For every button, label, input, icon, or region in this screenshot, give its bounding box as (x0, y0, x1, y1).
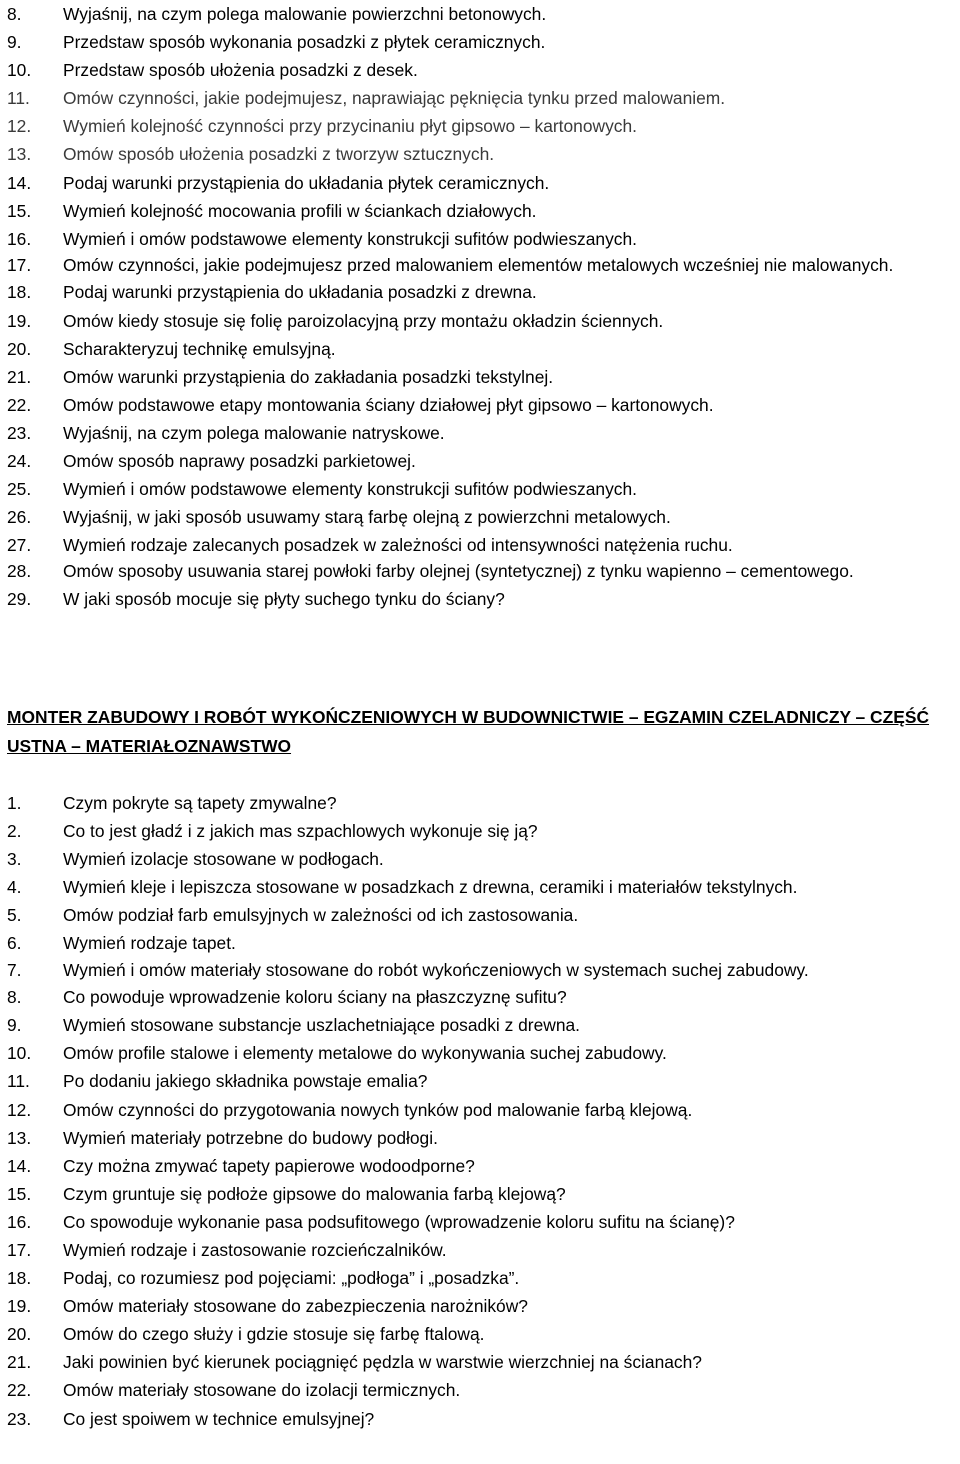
item-number: 16. (7, 228, 32, 249)
item-number: 23. (7, 1408, 32, 1429)
list-item (7, 901, 957, 929)
list-item (7, 585, 957, 613)
item-text: Wymień kleje i lepiszcza stosowane w posadzkach z drewna, ceramiki i materiałów tekstylnych. (63, 877, 798, 898)
item-number: 22. (7, 1380, 32, 1401)
item-text: Wymień stosowane substancje uszlachetniające posadki z drewna. (63, 1015, 581, 1036)
item-text: Wymień kolejność czynności przy przycinaniu płyt gipsowo – kartonowych. (63, 116, 637, 137)
item-text: Omów czynności, jakie podejmujesz, naprawiając pęknięcia tynku przed malowaniem. (63, 88, 726, 109)
item-number: 20. (7, 338, 32, 359)
list-item (7, 225, 957, 253)
list-item (7, 559, 957, 585)
item-text: Wymień materiały potrzebne do budowy podłogi. (63, 1127, 438, 1148)
item-text: Omów podział farb emulsyjnych w zależności od ich zastosowania. (63, 905, 579, 926)
item-text: Wymień i omów podstawowe elementy konstrukcji sufitów podwieszanych. (63, 228, 637, 249)
item-number: 9. (7, 32, 22, 53)
list-item (7, 1376, 957, 1404)
item-text: Podaj warunki przystąpienia do układania posadzki z drewna. (63, 282, 537, 303)
item-number: 11. (7, 1071, 30, 1092)
list-item (7, 1292, 957, 1320)
list-item (7, 873, 957, 901)
item-number: 18. (7, 282, 32, 303)
item-text: Wymień rodzaje i zastosowanie rozcieńczalników. (63, 1240, 447, 1260)
list-item (7, 278, 957, 306)
item-number: 21. (7, 366, 32, 387)
item-number: 19. (7, 1296, 32, 1317)
item-text: Wymień i omów materiały stosowane do robót wykończeniowych w systemach suchej zabudowy. (63, 959, 809, 980)
item-number: 4. (7, 877, 22, 898)
item-number: 24. (7, 451, 32, 471)
list-item (7, 1264, 957, 1292)
item-number: 11. (7, 88, 30, 109)
list-item (7, 503, 957, 531)
item-text: Omów podstawowe etapy montowania ściany działowej płyt gipsowo – kartonowych. (63, 394, 714, 415)
item-text: Co jest spoiwem w technice emulsyjnej? (63, 1408, 375, 1429)
item-number: 1. (7, 793, 22, 813)
item-number: 2. (7, 821, 22, 842)
item-text: Co to jest gładź i z jakich mas szpachlowych wykonuje się ją? (63, 821, 538, 842)
item-text: Wyjaśnij, na czym polega malowanie natryskowe. (63, 422, 445, 443)
list-item (7, 475, 957, 503)
item-text: Wyjaśnij, na czym polega malowanie powierzchni betonowych. (63, 4, 547, 24)
item-number: 23. (7, 422, 32, 443)
list-item (7, 1320, 957, 1348)
item-number: 13. (7, 1127, 32, 1148)
item-number: 28. (7, 561, 32, 582)
item-number: 10. (7, 60, 32, 81)
item-number: 27. (7, 535, 32, 556)
item-text: Omów warunki przystąpienia do zakładania posadzki tekstylnej. (63, 366, 554, 387)
item-number: 19. (7, 310, 32, 331)
list-item (7, 335, 957, 363)
list-item (7, 391, 957, 419)
item-text: W jaki sposób mocuje się płyty suchego tynku do ściany? (63, 588, 505, 609)
item-number: 22. (7, 394, 32, 415)
item-text: Omów sposób ułożenia posadzki z tworzyw sztucznych. (63, 144, 495, 165)
list-item (7, 1208, 957, 1236)
list-item (7, 983, 957, 1011)
item-number: 7. (7, 959, 22, 980)
list-item (7, 1236, 957, 1264)
item-number: 26. (7, 507, 32, 528)
item-number: 6. (7, 933, 22, 954)
item-number: 17. (7, 1240, 32, 1260)
item-number: 18. (7, 1268, 32, 1289)
list-item (7, 28, 957, 56)
question-list-continued (7, 0, 957, 613)
list-item (7, 197, 957, 225)
item-number: 14. (7, 1155, 32, 1176)
list-item (7, 84, 957, 112)
item-text: Jaki powinien być kierunek pociągnięć pędzla w warstwie wierzchniej na ścianach? (63, 1352, 702, 1373)
list-item (7, 1096, 957, 1124)
item-text: Wymień kolejność mocowania profili w ściankach działowych. (63, 200, 537, 221)
item-text: Czym pokryte są tapety zmywalne? (63, 793, 337, 813)
item-number: 9. (7, 1015, 22, 1036)
item-number: 8. (7, 4, 22, 24)
item-text: Co spowoduje wykonanie pasa podsufitowego (wprowadzenie koloru sufitu na ścianę)? (63, 1211, 735, 1232)
item-number: 12. (7, 116, 32, 137)
item-number: 12. (7, 1099, 32, 1120)
item-text: Wyjaśnij, w jaki sposób usuwamy starą farbę olejną z powierzchni metalowych. (63, 507, 671, 528)
section-heading: MONTER ZABUDOWY I ROBÓT WYKOŃCZENIOWYCH W BUDOWNICTWIE – EGZAMIN CZELADNICZY – CZĘŚĆ USTNA – MATERIAŁOZNAWSTWO (7, 707, 930, 756)
item-text: Czym gruntuje się podłoże gipsowe do malowania farbą klejową? (63, 1183, 566, 1204)
item-text: Omów kiedy stosuje się folię paroizolacyjną przy montażu okładzin ściennych. (63, 310, 664, 331)
item-text: Omów sposób naprawy posadzki parkietowej. (63, 451, 416, 471)
item-number: 5. (7, 905, 22, 926)
list-item (7, 1348, 957, 1376)
item-text: Omów profile stalowe i elementy metalowe do wykonywania suchej zabudowy. (63, 1043, 667, 1064)
item-text: Wymień izolacje stosowane w podłogach. (63, 849, 384, 870)
item-number: 21. (7, 1352, 32, 1373)
list-item (7, 140, 957, 168)
item-number: 3. (7, 849, 22, 870)
list-item (7, 1180, 957, 1208)
item-text: Omów do czego służy i gdzie stosuje się farbę ftalową. (63, 1324, 485, 1345)
item-number: 15. (7, 1183, 32, 1204)
item-number: 13. (7, 144, 32, 165)
list-item (7, 1011, 957, 1039)
list-item (7, 112, 957, 140)
list-item (7, 363, 957, 391)
item-text: Po dodaniu jakiego składnika powstaje emalia? (63, 1071, 428, 1092)
list-item (7, 929, 957, 957)
item-text: Co powoduje wprowadzenie koloru ściany na płaszczyznę sufitu? (63, 987, 567, 1008)
list-item (7, 1039, 957, 1067)
item-text: Omów czynności do przygotowania nowych tynków pod malowanie farbą klejową. (63, 1099, 693, 1120)
list-item (7, 789, 957, 817)
question-list-materials (7, 789, 957, 1433)
item-text: Czy można zmywać tapety papierowe wodoodporne? (63, 1155, 475, 1176)
item-number: 14. (7, 172, 32, 193)
item-text: Przedstaw sposób ułożenia posadzki z desek. (63, 60, 418, 81)
list-item (7, 1067, 957, 1095)
item-text: Scharakteryzuj technikę emulsyjną. (63, 338, 336, 359)
item-number: 17. (7, 254, 32, 275)
list-item (7, 419, 957, 447)
item-number: 10. (7, 1043, 32, 1064)
list-item (7, 845, 957, 873)
item-text: Omów czynności, jakie podejmujesz przed malowaniem elementów metalowych wcześniej nie malowanych. (63, 254, 894, 275)
item-number: 25. (7, 479, 32, 500)
list-item (7, 253, 957, 279)
item-number: 29. (7, 588, 32, 609)
list-item (7, 447, 957, 475)
item-text: Wymień rodzaje zalecanych posadzek w zależności od intensywności natężenia ruchu. (63, 535, 733, 556)
list-item (7, 1405, 957, 1433)
item-text: Podaj warunki przystąpienia do układania płytek ceramicznych. (63, 172, 550, 193)
item-text: Omów materiały stosowane do zabezpieczenia narożników? (63, 1296, 528, 1317)
list-item (7, 817, 957, 845)
list-item (7, 169, 957, 197)
item-number: 20. (7, 1324, 32, 1345)
item-text: Podaj, co rozumiesz pod pojęciami: „podłoga” i „posadzka”. (63, 1268, 520, 1289)
list-item (7, 1124, 957, 1152)
item-text: Omów materiały stosowane do izolacji termicznych. (63, 1380, 461, 1401)
item-text: Omów sposoby usuwania starej powłoki farby olejnej (syntetycznej) z tynku wapienno – cementowego. (63, 561, 854, 582)
item-text: Wymień rodzaje tapet. (63, 933, 236, 954)
item-number: 16. (7, 1211, 32, 1232)
list-item (7, 56, 957, 84)
item-text: Przedstaw sposób wykonania posadzki z płytek ceramicznych. (63, 32, 546, 53)
list-item (7, 0, 957, 28)
item-number: 15. (7, 200, 32, 221)
list-item (7, 531, 957, 559)
item-text: Wymień i omów podstawowe elementy konstrukcji sufitów podwieszanych. (63, 479, 637, 500)
list-item (7, 1152, 957, 1180)
item-number: 8. (7, 987, 22, 1008)
list-item (7, 958, 957, 984)
list-item (7, 307, 957, 335)
